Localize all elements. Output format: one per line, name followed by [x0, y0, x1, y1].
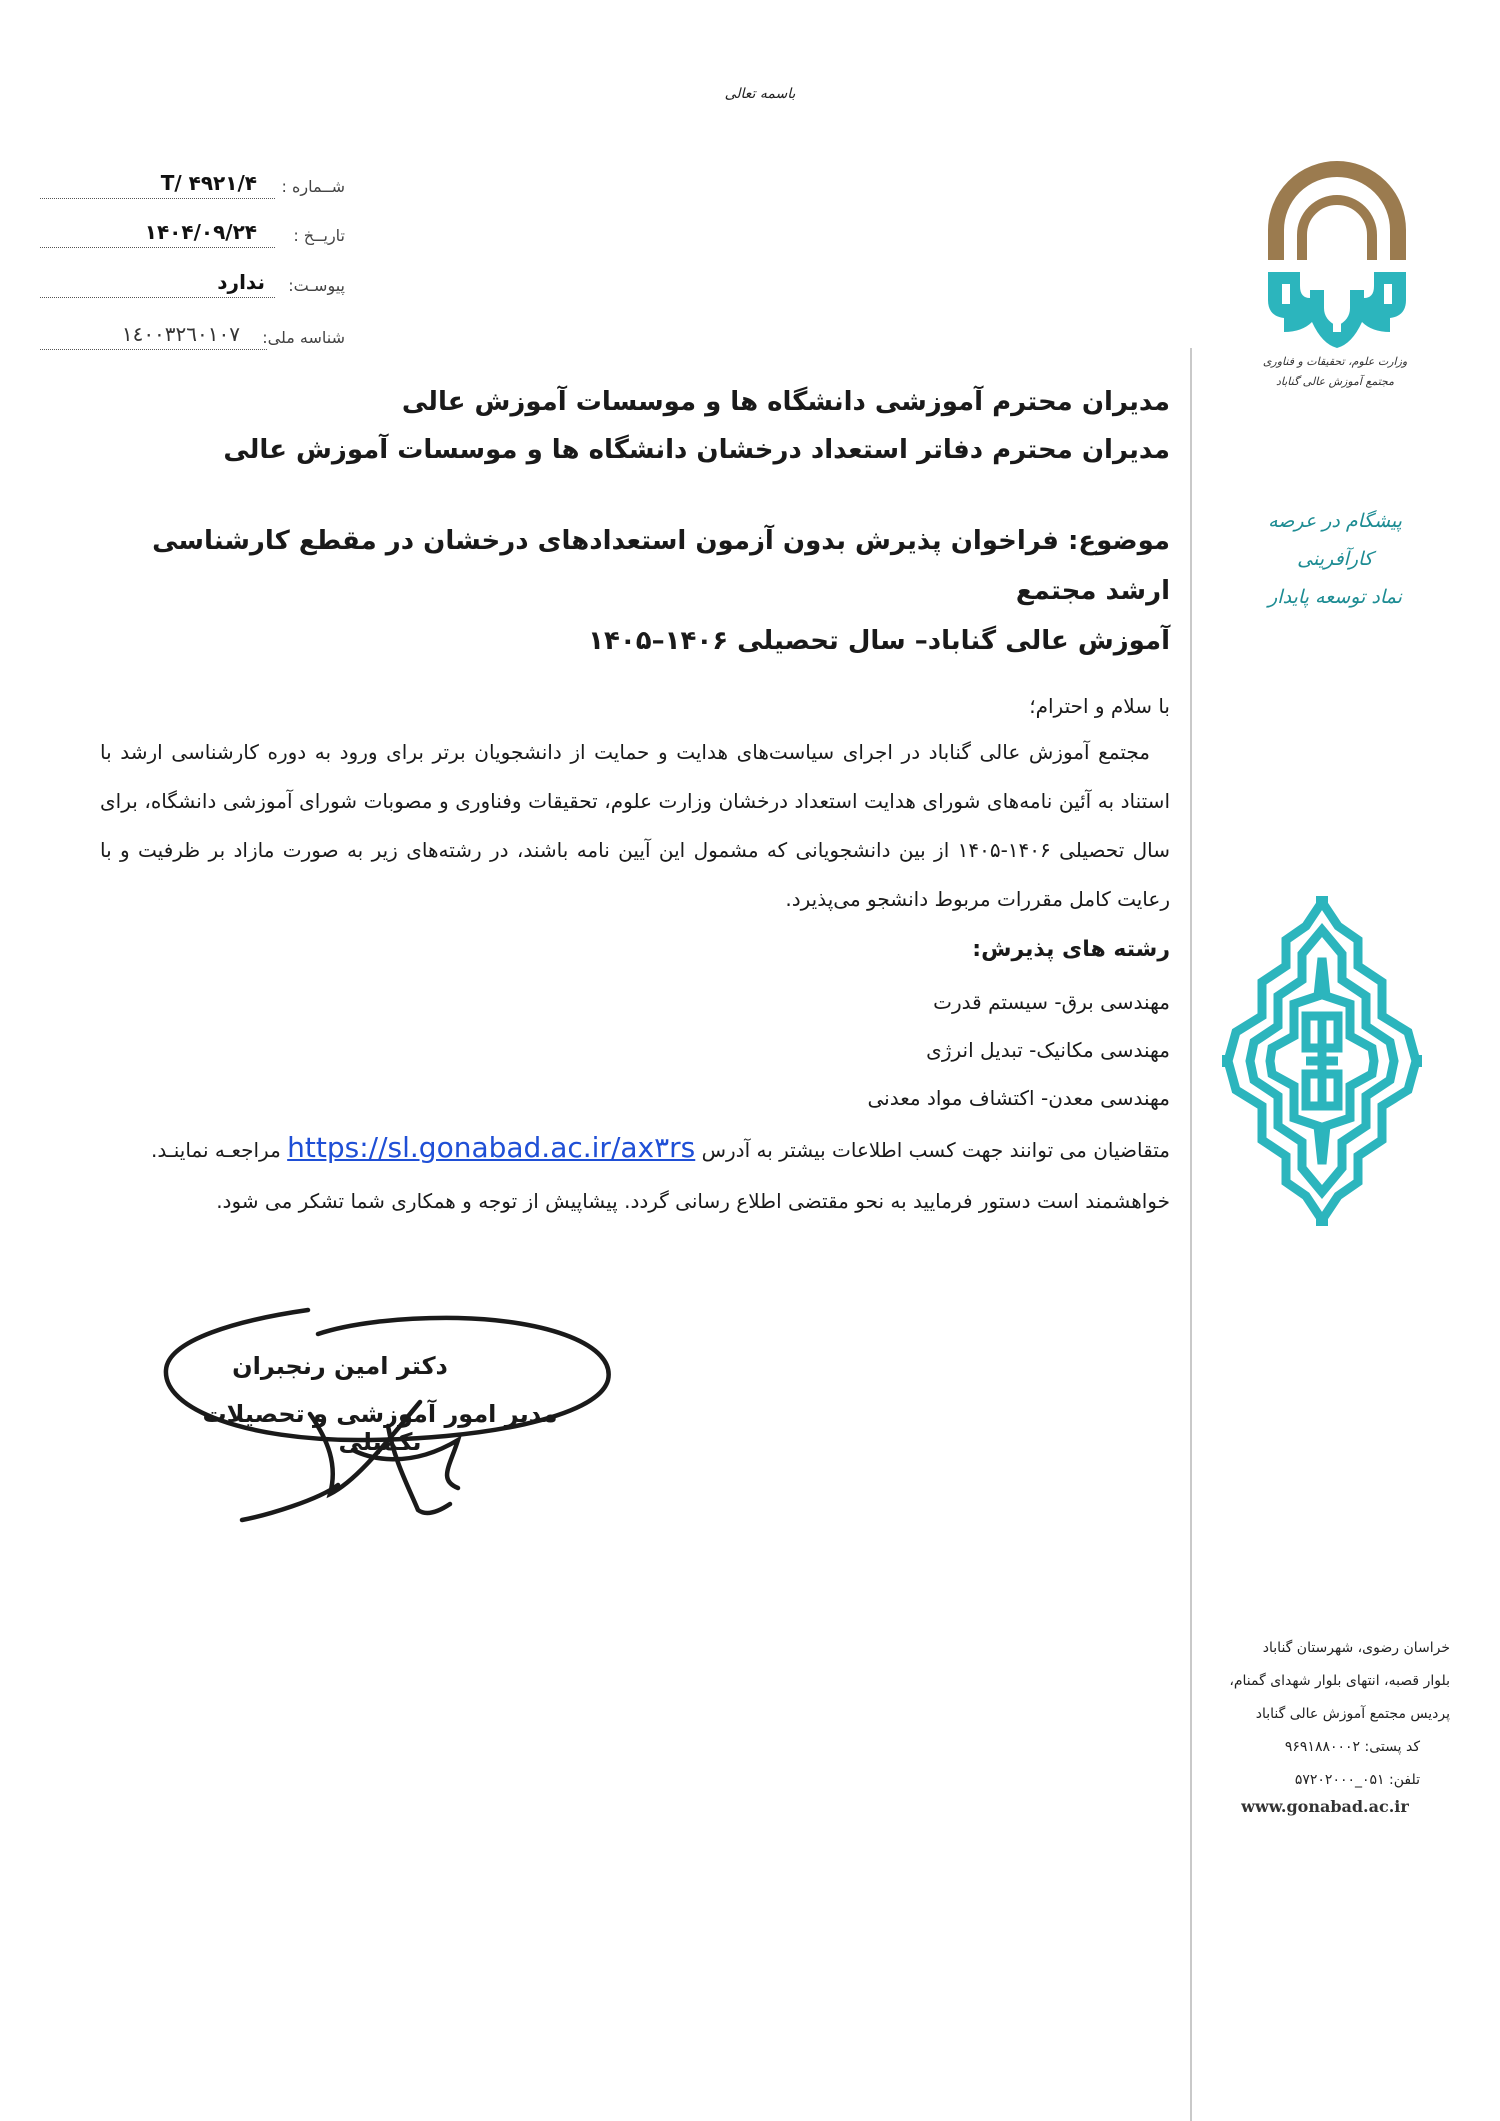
motto-line-2: نماد توسعه پایدار — [1268, 586, 1402, 608]
motto-line-1: پیشگام در عرصه کارآفرینی — [1268, 510, 1402, 570]
letter-date-value: ۱۴۰۴/۰۹/۲۴ — [144, 220, 257, 244]
letter-date-label: تاریــخ : — [293, 226, 345, 245]
phone: تلفن: ۰۵۱_۵۷۲۰۲۰۰۰ — [1294, 1772, 1420, 1788]
recipient-line-1: مدیران محترم آموزشی دانشگاه ها و موسسات آموزش عالی — [401, 387, 1170, 417]
dotted-line — [40, 247, 275, 248]
letter-number-row — [40, 173, 345, 203]
closing-line-1 — [100, 1122, 1170, 1176]
decorative-pattern-icon — [1222, 896, 1422, 1226]
subject-line-2: آموزش عالی گناباد– سال تحصیلی ۱۴۰۶–۱۴۰۵ — [588, 626, 1170, 656]
motto — [1245, 502, 1425, 616]
recipients — [100, 378, 1170, 474]
address-line: خراسان رضوی، شهرستان گناباد — [1262, 1640, 1450, 1656]
national-id-value: ١٤٠٠٣٢٦٠١٠٧ — [121, 322, 240, 346]
fields-heading: رشته های پذیرش: — [972, 937, 1170, 962]
subject-line-1: موضوع: فراخوان پذیرش بدون آزمون استعدادهای درخشان در مقطع کارشناسی ارشد مجتمع — [152, 526, 1170, 606]
subject — [100, 516, 1170, 666]
closing — [100, 1122, 1170, 1227]
body-paragraph: مجتمع آموزش عالی گناباد در اجرای سیاست‌های هدایت و حمایت از دانشجویان برتر برای ورود به دوره کارشناسی ارشد با استناد به آئین نامه‌های شورای هدایت استعداد درخشان وزارت علوم، تحقیقات وفناوری و مصوبات شورای آموزشی دانشگاه، برای سال تحصیلی ۱۴۰۶-۱۴۰۵ از بین دانشجویانی که مشمول این آیین نامه باشند، در رشته‌های زیر به صورت مازاد بر ظرفیت و با رعایت کامل مقررات مربوط دانشجو می‌پذیرد. — [100, 740, 1170, 911]
sidebar-divider — [1190, 348, 1192, 2121]
dotted-line — [40, 297, 275, 298]
invocation: باسمه تعالی — [724, 86, 796, 102]
ministry-line-1: وزارت علوم، تحقیقات و فناوری — [1262, 355, 1408, 368]
address-line: بلوار قصبه، انتهای بلوار شهدای گمنام، — [1229, 1673, 1450, 1689]
university-logo-icon — [1262, 160, 1412, 350]
ministry-caption — [1250, 352, 1420, 392]
closing-text: مراجعـه نماینـد. — [151, 1138, 281, 1162]
letter-attachment-label: پیوسـت: — [288, 276, 345, 295]
national-id-row — [40, 324, 345, 354]
website-link[interactable]: www.gonabad.ac.ir — [1241, 1797, 1409, 1816]
recipient-line-2: مدیران محترم دفاتر استعداد درخشان دانشگاه ها و موسسات آموزش عالی — [223, 435, 1170, 465]
letter-attachment-value: ندارد — [217, 270, 265, 294]
address-line: پردیس مجتمع آموزش عالی گناباد — [1255, 1706, 1450, 1722]
letter-date-row — [40, 222, 345, 252]
fields-list — [100, 978, 1170, 1122]
list-item: مهندسی معدن- اکتشاف مواد معدنی — [867, 1086, 1170, 1110]
portal-link[interactable]: https://sl.gonabad.ac.ir/ax۳rs — [287, 1131, 696, 1164]
greeting: با سلام و احترام؛ — [1029, 694, 1170, 718]
letter-number-value: ۴/T/ ۴۹۲۱ — [160, 171, 257, 195]
list-item: مهندسی مکانیک- تبدیل انرژی — [926, 1038, 1170, 1062]
ministry-line-2: مجتمع آموزش عالی گناباد — [1275, 375, 1395, 388]
letter-number-label: شــماره : — [281, 177, 345, 196]
closing-text: متقاضیان می توانند جهت کسب اطلاعات بیشتر به آدرس — [701, 1138, 1170, 1162]
national-id-label: شناسه ملی: — [262, 328, 345, 347]
letter-attachment-row — [40, 272, 345, 302]
postal-code: کد پستی: ۹۶۹۱۸۸۰۰۰۲ — [1284, 1739, 1420, 1755]
signatory-title: مدیر امور آموزشی و تحصیلات تکمیلی — [202, 1400, 558, 1456]
address-block — [1190, 1632, 1450, 1797]
dotted-line — [40, 349, 267, 350]
list-item: مهندسی برق- سیستم قدرت — [933, 990, 1170, 1014]
signatory-name: دکتر امین رنجبران — [232, 1352, 448, 1380]
closing-line-2: خواهشمند است دستور فرمایید به نحو مقتضی اطلاع رسانی گردد. پیشاپیش از توجه و همکاری شما تشکر می شود. — [216, 1189, 1170, 1213]
dotted-line — [40, 198, 275, 199]
